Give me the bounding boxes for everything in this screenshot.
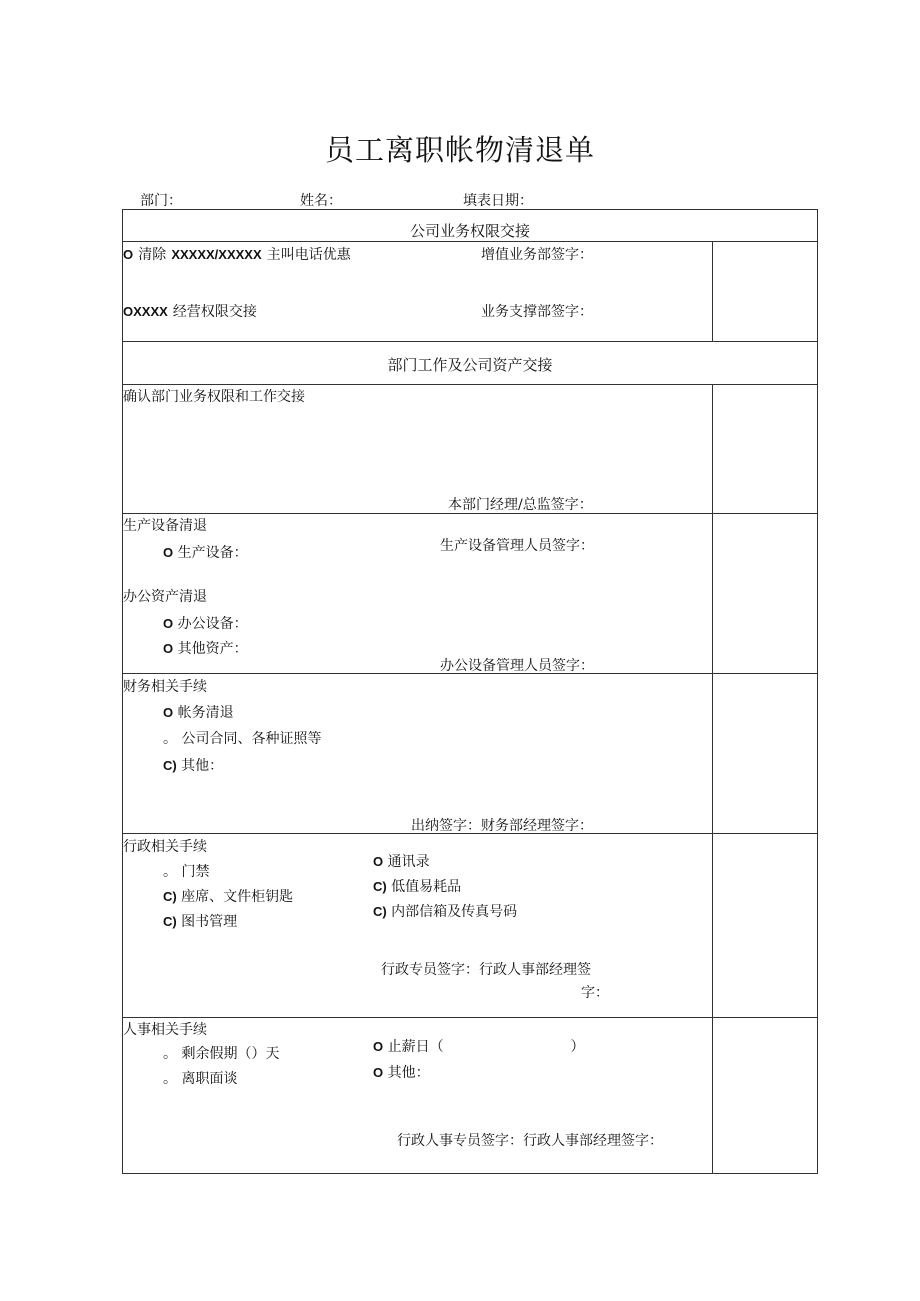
item-text: 通讯录 [387, 854, 430, 870]
checkbox-mark: 。 [163, 864, 177, 880]
office-item [163, 613, 248, 633]
item-text: 帐务清退 [177, 705, 234, 721]
item-code: XXXXX/XXXXX [171, 247, 262, 262]
checkbox-mark: C) [373, 904, 387, 919]
item-text: 清除 [138, 247, 167, 263]
office-item [163, 638, 248, 658]
item-text: 离职面谈 [181, 1071, 238, 1087]
finance-item [163, 702, 234, 722]
checkbox-mark: C) [163, 889, 177, 904]
value-added-dept-sign-label: 增值业务部签字： [481, 247, 593, 263]
hr-item-salary-stop [373, 1036, 584, 1056]
finance-item [163, 728, 321, 748]
item-text: 其他资产： [177, 641, 248, 657]
admin-item [163, 861, 209, 881]
column-divider [712, 241, 713, 341]
item-text: 其他： [181, 758, 224, 774]
hr-sign-label: 行政人事专员签字：行政人事部经理签字： [397, 1133, 663, 1149]
hr-item [373, 1062, 430, 1082]
item-text: 剩余假期（）天 [181, 1046, 280, 1062]
hr-item [163, 1068, 237, 1088]
checkbox-mark: 。 [163, 1071, 177, 1087]
item-text: 止薪日（ [387, 1039, 444, 1055]
item-clear-xxxxx [123, 244, 351, 264]
support-dept-sign-label: 业务支撑部签字： [481, 304, 593, 320]
item-text: 公司合同、各种证照等 [181, 731, 322, 747]
checkbox-mark: O [163, 641, 174, 656]
admin-sign-label-cont: 字： [581, 985, 609, 1001]
item-text-tail: 主叫电话优惠 [266, 247, 351, 263]
finance-sign-label: 出纳签字：财务部经理签字： [411, 818, 593, 834]
clearance-form-table [122, 209, 818, 1174]
admin-item [163, 911, 237, 931]
checkbox-mark: O [163, 705, 174, 720]
checkbox-mark: 。 [163, 731, 177, 747]
admin-item [373, 851, 430, 871]
item-text: 门禁 [181, 864, 210, 880]
admin-item [373, 876, 461, 896]
item-text: 经营权限交接 [172, 304, 257, 320]
equipment-clearance-label: 生产设备清退 [123, 518, 207, 534]
item-code: OXXXX [123, 304, 168, 319]
admin-item [163, 886, 293, 906]
item-text: 其他： [387, 1065, 430, 1081]
confirm-handover-label: 确认部门业务权限和工作交接 [123, 389, 305, 405]
date-field-label: 填表日期： [463, 193, 533, 209]
row-divider [123, 341, 817, 342]
section-heading-business-permissions: 公司业务权限交接 [409, 222, 530, 240]
checkbox-mark: O [373, 1065, 384, 1080]
equipment-item [163, 542, 248, 562]
checkbox-mark: O [163, 545, 174, 560]
item-text: 图书管理 [181, 914, 238, 930]
item-text: 办公设备： [177, 616, 248, 632]
checkbox-mark: O [373, 854, 384, 869]
item-text: 内部信箱及传真号码 [391, 904, 518, 920]
finance-procedures-label: 财务相关手续 [123, 679, 207, 695]
admin-item [373, 901, 517, 921]
finance-item [163, 755, 223, 775]
admin-procedures-label: 行政相关手续 [123, 839, 207, 855]
item-text-close: ） [570, 1039, 585, 1055]
item-text: 生产设备： [177, 545, 248, 561]
checkbox-mark: O [123, 247, 134, 262]
checkbox-mark: O [373, 1039, 384, 1054]
admin-sign-label: 行政专员签字：行政人事部经理签 [381, 962, 591, 978]
checkbox-mark: C) [163, 914, 177, 929]
checkbox-mark: 。 [163, 1046, 177, 1062]
office-manager-sign-label: 办公设备管理人员签字： [440, 658, 594, 674]
dept-manager-sign-label: 本部门经理/总监签字： [448, 497, 593, 513]
column-divider [712, 384, 713, 1174]
item-operation-permissions [123, 301, 257, 321]
checkbox-mark: C) [373, 879, 387, 894]
hr-item [163, 1043, 279, 1063]
checkbox-mark: C) [163, 758, 177, 773]
hr-procedures-label: 人事相关手续 [123, 1022, 207, 1038]
item-text: 座席、文件柜钥匙 [181, 889, 294, 905]
equipment-manager-sign-label: 生产设备管理人员签字： [440, 538, 594, 554]
office-assets-label: 办公资产清退 [123, 589, 207, 605]
name-field-label: 姓名： [300, 193, 342, 209]
page-title: 员工离职帐物清退单 [324, 133, 595, 167]
section-heading-work-and-assets: 部门工作及公司资产交接 [387, 356, 553, 374]
checkbox-mark: O [163, 616, 174, 631]
item-text: 低值易耗品 [391, 879, 462, 895]
dept-field-label: 部门： [140, 193, 182, 209]
